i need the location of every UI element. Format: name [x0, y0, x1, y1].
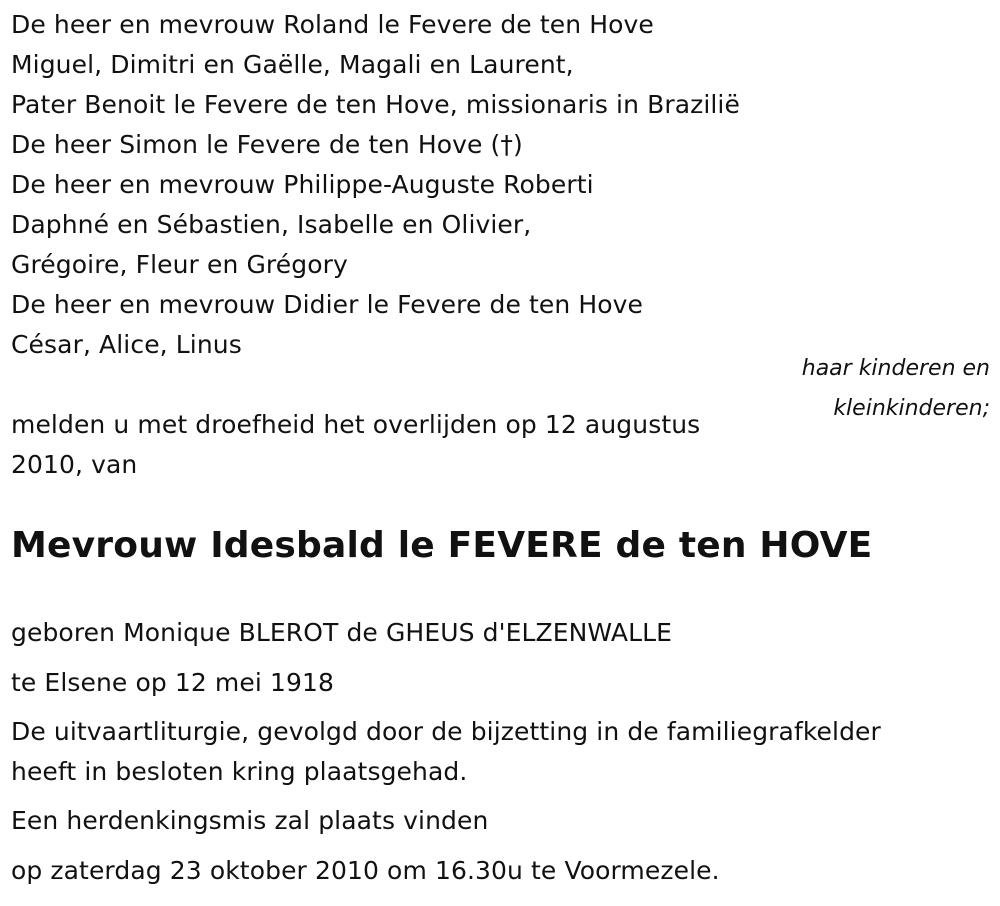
family-line-4: De heer Simon le Fevere de ten Hove (†) — [11, 130, 523, 159]
announcement-line-2: 2010, van — [11, 450, 138, 479]
memorial-mass-line-2: op zaterdag 23 oktober 2010 om 16.30u te Voormezele. — [11, 856, 720, 885]
family-line-1: De heer en mevrouw Roland le Fevere de ten Hove — [11, 10, 654, 39]
side-note-line-1: haar kinderen en — [801, 356, 990, 381]
memorial-mass-line-1: Een herdenkingsmis zal plaats vinden — [11, 806, 489, 835]
side-note-line-2: kleinkinderen; — [833, 396, 990, 421]
family-line-5: De heer en mevrouw Philippe-Auguste Roberti — [11, 170, 594, 199]
birth-place-date-line: te Elsene op 12 mei 1918 — [11, 668, 334, 697]
funeral-info-line-1: De uitvaartliturgie, gevolgd door de bijzetting in de familiegrafkelder — [11, 717, 881, 746]
family-line-7: Grégoire, Fleur en Grégory — [11, 250, 348, 279]
birth-name-line: geboren Monique BLEROT de GHEUS d'ELZENWALLE — [11, 618, 673, 647]
family-line-8: De heer en mevrouw Didier le Fevere de ten Hove — [11, 290, 644, 319]
family-line-3: Pater Benoit le Fevere de ten Hove, missionaris in Brazilië — [11, 90, 740, 119]
funeral-info-line-2: heeft in besloten kring plaatsgehad. — [11, 757, 468, 786]
deceased-name-heading: Mevrouw Idesbald le FEVERE de ten HOVE — [11, 525, 873, 566]
family-line-2: Miguel, Dimitri en Gaëlle, Magali en Laurent, — [11, 50, 574, 79]
announcement-line-1: melden u met droefheid het overlijden op 12 augustus — [11, 410, 701, 439]
family-line-9: César, Alice, Linus — [11, 330, 242, 359]
family-line-6: Daphné en Sébastien, Isabelle en Olivier, — [11, 210, 532, 239]
